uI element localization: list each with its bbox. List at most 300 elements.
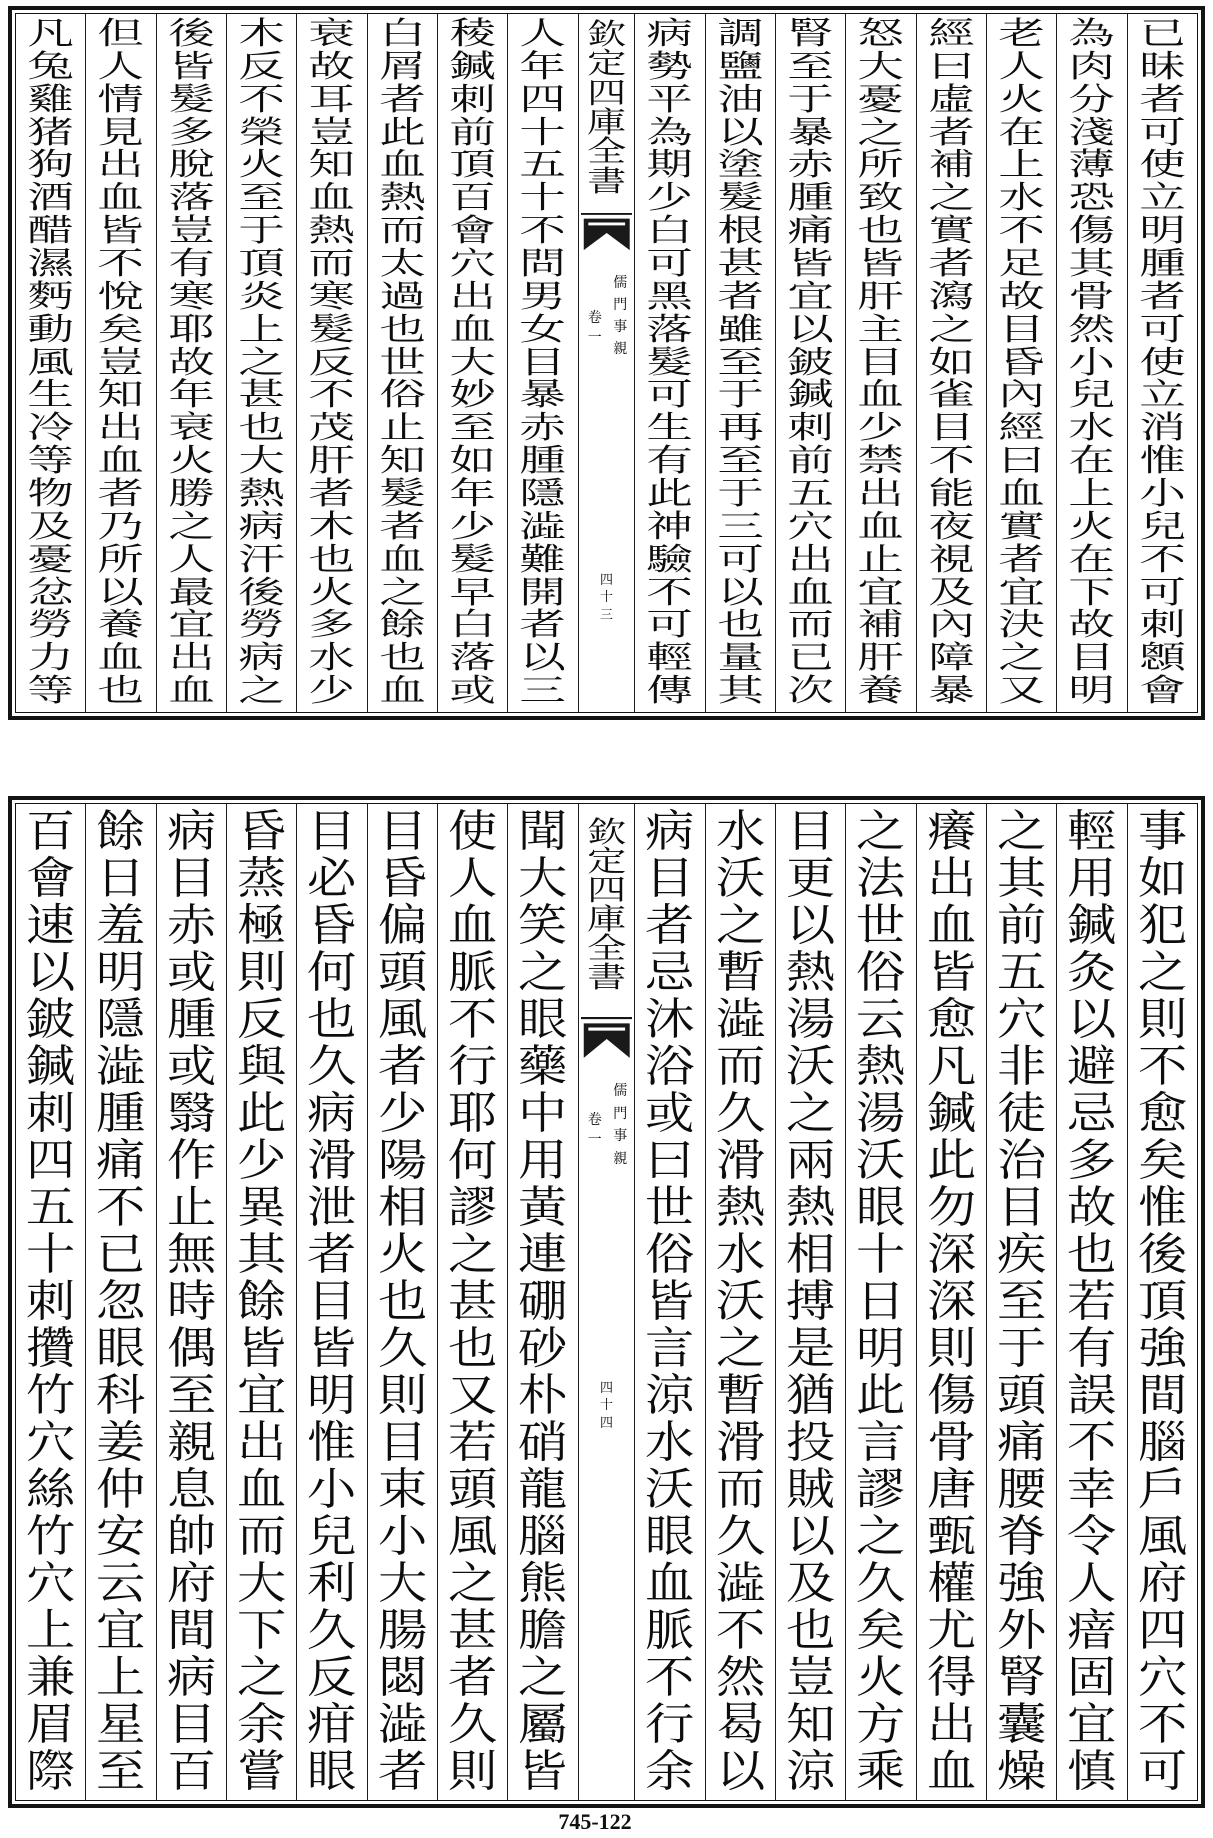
character: 宜 [96, 1605, 146, 1657]
character: 火 [1068, 508, 1116, 545]
character: 定 [586, 46, 627, 81]
character: 小 [1139, 475, 1186, 512]
character: 尤 [926, 1605, 976, 1657]
character: 勢 [646, 48, 694, 85]
character: 髮 [379, 475, 426, 512]
character: 皆 [645, 1275, 695, 1327]
character: 此 [646, 475, 694, 512]
character: 惟 [1139, 443, 1186, 480]
character: 目 [166, 852, 217, 904]
character: 故 [308, 48, 356, 85]
character: 此 [856, 1370, 906, 1422]
text-column [367, 14, 437, 712]
character: 出 [237, 1417, 287, 1469]
character: 反 [307, 1652, 357, 1704]
character: 皆 [857, 245, 905, 282]
character: 鍼 [787, 377, 834, 414]
character: 親 [166, 1417, 217, 1469]
character: 不 [1067, 1417, 1117, 1469]
character: 于 [787, 81, 834, 118]
character: 赤 [519, 410, 567, 447]
character: 怒 [857, 15, 905, 52]
character: 有 [168, 245, 215, 282]
top-page-panel [8, 6, 1205, 720]
character: 多 [1067, 1134, 1117, 1186]
character: 乘 [856, 1746, 906, 1798]
character: 目 [519, 344, 567, 381]
character: 餘 [96, 805, 146, 857]
character: 而 [237, 1511, 287, 1563]
character: 不 [1137, 1699, 1187, 1751]
volume-number [586, 1110, 604, 1150]
character: 次 [787, 673, 834, 710]
character: 目 [166, 1699, 217, 1751]
character: 犯 [1137, 899, 1187, 951]
character: 事 [1137, 805, 1187, 857]
character: 障 [928, 640, 975, 677]
character: 謬 [448, 1181, 498, 1233]
character: 豈 [785, 1652, 836, 1704]
character: 薄 [1068, 147, 1116, 184]
character: 欽 [586, 17, 627, 52]
character: 中 [518, 1087, 568, 1139]
character: 目 [645, 852, 695, 904]
character: 者 [1139, 278, 1186, 315]
character: 水 [645, 1417, 695, 1469]
character: 耶 [168, 311, 215, 348]
character: 鍼 [26, 1040, 76, 1092]
collection-title [579, 815, 634, 994]
character: 太 [379, 245, 426, 282]
character: 內 [998, 377, 1045, 414]
character: 目 [997, 1181, 1047, 1233]
character: 庫 [586, 105, 627, 140]
character: 水 [715, 1228, 765, 1280]
character: 也 [379, 311, 426, 348]
character: 不 [646, 574, 694, 611]
character: 也 [717, 607, 764, 644]
character: 腦 [1137, 1417, 1187, 1469]
character: 之 [238, 673, 285, 710]
character: 利 [307, 1558, 357, 1610]
character: 不 [1139, 541, 1186, 578]
character: 少 [857, 410, 905, 447]
character: 之 [518, 1652, 568, 1704]
character: 不 [928, 443, 975, 480]
character: 愈 [1137, 1087, 1187, 1139]
character: 腫 [519, 443, 567, 480]
character: 衰 [308, 15, 356, 52]
character: 眼 [307, 1746, 357, 1798]
character: 云 [96, 1558, 146, 1610]
character: 十 [600, 590, 614, 606]
character: 五 [787, 475, 834, 512]
character: 猶 [785, 1370, 836, 1422]
character: 泄 [307, 1181, 357, 1233]
character: 上 [1068, 475, 1116, 512]
character: 血 [379, 147, 426, 184]
character: 皆 [237, 1323, 287, 1375]
character: 不 [998, 213, 1045, 250]
character: 肝 [857, 278, 905, 315]
character: 昧 [1139, 48, 1186, 85]
character: 而 [379, 213, 426, 250]
character: 連 [518, 1228, 568, 1280]
character: 目 [307, 1275, 357, 1327]
character: 強 [997, 1558, 1047, 1610]
character: 火 [998, 81, 1045, 118]
character: 傷 [926, 1370, 976, 1422]
character: 分 [1068, 81, 1116, 118]
character: 作 [166, 1134, 217, 1186]
character: 久 [715, 1087, 765, 1139]
character: 若 [1067, 1275, 1117, 1327]
character: 唐 [926, 1464, 976, 1516]
collection-title [579, 17, 634, 198]
character: 血 [857, 377, 905, 414]
character: 至 [96, 1746, 146, 1798]
character: 少 [237, 1134, 287, 1186]
character: 恐 [1068, 180, 1116, 217]
character: 血 [998, 475, 1045, 512]
character: 也 [857, 213, 905, 250]
character: 木 [308, 508, 356, 545]
character: 忌 [1067, 1087, 1117, 1139]
character: 矣 [856, 1605, 906, 1657]
character: 使 [1139, 147, 1186, 184]
character: 暫 [715, 1370, 765, 1422]
character: 至 [449, 410, 497, 447]
character: 故 [1068, 607, 1116, 644]
character: 水 [998, 180, 1045, 217]
character: 赤 [166, 899, 217, 951]
character: 竹 [26, 1370, 76, 1422]
character: 惟 [307, 1417, 357, 1469]
character: 期 [646, 147, 694, 184]
character: 者 [448, 1652, 498, 1704]
character: 瀉 [928, 278, 975, 315]
character: 止 [166, 1181, 217, 1233]
character: 余 [645, 1746, 695, 1798]
character: 脈 [448, 946, 498, 998]
character: 湯 [785, 993, 836, 1045]
character: 更 [785, 852, 836, 904]
character: 明 [1068, 673, 1116, 710]
character: 言 [856, 1417, 906, 1469]
character: 不 [308, 377, 356, 414]
character: 熱 [715, 1181, 765, 1233]
character: 明 [1139, 213, 1186, 250]
character: 親 [613, 341, 628, 357]
character: 五 [519, 147, 567, 184]
character: 止 [857, 541, 905, 578]
character: 血 [379, 541, 426, 578]
character: 內 [928, 607, 975, 644]
character: 昏 [377, 852, 428, 904]
character: 避 [1067, 1040, 1117, 1092]
character: 科 [96, 1370, 146, 1422]
character: 間 [166, 1605, 217, 1657]
character: 之 [856, 1511, 906, 1563]
character: 俗 [856, 946, 906, 998]
character: 書 [586, 960, 627, 994]
character: 大 [238, 443, 285, 480]
character: 髮 [308, 311, 356, 348]
character: 昏 [237, 805, 287, 857]
character: 強 [1137, 1323, 1187, 1375]
character: 雀 [928, 377, 975, 414]
character: 傳 [646, 673, 694, 710]
character: 用 [1067, 852, 1117, 904]
character: 可 [646, 607, 694, 644]
character: 之 [998, 640, 1045, 677]
character: 眼 [96, 1323, 146, 1375]
character: 茂 [308, 410, 356, 447]
character: 反 [237, 993, 287, 1045]
character: 澁 [715, 1558, 765, 1610]
character: 刺 [1139, 607, 1186, 644]
character: 不 [97, 245, 145, 282]
character: 小 [307, 1464, 357, 1516]
character: 明 [856, 1323, 906, 1375]
character: 皆 [97, 213, 145, 250]
character: 俗 [379, 377, 426, 414]
character: 余 [237, 1699, 287, 1751]
character: 忿 [27, 574, 74, 611]
character: 黃 [518, 1181, 568, 1233]
character: 已 [96, 1228, 146, 1280]
character: 及 [928, 574, 975, 611]
character: 火 [377, 1228, 428, 1280]
character: 宜 [787, 278, 834, 315]
character: 至 [238, 180, 285, 217]
character: 久 [715, 1511, 765, 1563]
character: 木 [238, 15, 285, 52]
character: 府 [166, 1558, 217, 1610]
character: 已 [1139, 15, 1186, 52]
character: 大 [237, 1558, 287, 1610]
character: 及 [27, 508, 74, 545]
character: 于 [717, 475, 764, 512]
character: 病 [238, 640, 285, 677]
character: 鍼 [1067, 899, 1117, 951]
character: 日 [96, 852, 146, 904]
character: 以 [787, 311, 834, 348]
text-column [507, 14, 577, 712]
character: 血 [645, 1558, 695, 1610]
character: 者 [519, 607, 567, 644]
character: 髮 [168, 81, 215, 118]
character: 不 [96, 1181, 146, 1233]
character: 然 [715, 1652, 765, 1704]
character: 或 [166, 1040, 217, 1092]
character: 久 [377, 1323, 428, 1375]
character: 前 [997, 899, 1047, 951]
character: 補 [857, 607, 905, 644]
character: 竹 [26, 1511, 76, 1563]
character: 癢 [926, 805, 976, 857]
character: 曰 [928, 48, 975, 85]
character: 等 [27, 443, 74, 480]
character: 以 [785, 1511, 836, 1563]
character: 腎 [997, 1652, 1047, 1704]
character: 熱 [785, 946, 836, 998]
character: 女 [519, 311, 567, 348]
character: 皆 [926, 946, 976, 998]
character: 不 [645, 1652, 695, 1704]
character: 此 [237, 1087, 287, 1139]
character: 立 [1139, 377, 1186, 414]
character: 此 [379, 114, 426, 151]
character: 四 [600, 573, 614, 589]
character: 于 [717, 377, 764, 414]
character: 油 [717, 81, 764, 118]
character: 閟 [377, 1652, 428, 1704]
text-column [845, 804, 915, 1800]
character: 隱 [519, 475, 567, 512]
character: 其 [717, 673, 764, 710]
character: 謬 [856, 1464, 906, 1516]
character: 大 [377, 1558, 428, 1610]
character: 則 [377, 1370, 428, 1422]
character: 四 [519, 81, 567, 118]
character: 間 [1137, 1370, 1187, 1422]
character: 之 [928, 311, 975, 348]
character: 實 [928, 213, 975, 250]
character: 之 [856, 805, 906, 857]
character: 全 [586, 931, 627, 965]
character: 暴 [519, 377, 567, 414]
character: 庫 [586, 902, 627, 936]
character: 四 [586, 75, 627, 110]
text-column [1056, 14, 1126, 712]
character: 頭 [448, 1464, 498, 1516]
character: 隱 [96, 993, 146, 1045]
character: 在 [1068, 443, 1116, 480]
character: 宜 [237, 1370, 287, 1422]
character: 人 [519, 15, 567, 52]
character: 目 [1068, 640, 1116, 677]
character: 如 [928, 344, 975, 381]
character: 脫 [168, 147, 215, 184]
character: 腎 [787, 15, 834, 52]
character: 而 [715, 1040, 765, 1092]
character: 兩 [785, 1134, 836, 1186]
character: 血 [308, 180, 356, 217]
character: 故 [998, 278, 1045, 315]
character: 人 [168, 541, 215, 578]
character: 卷 [587, 310, 602, 326]
character: 以 [1067, 993, 1117, 1045]
character: 故 [1067, 1181, 1117, 1233]
character: 但 [97, 15, 145, 52]
character: 之 [168, 508, 215, 545]
character: 徒 [997, 1087, 1047, 1139]
character: 事 [613, 319, 628, 335]
character: 鍼 [449, 48, 497, 85]
book-title [610, 272, 630, 360]
character: 皆 [787, 245, 834, 282]
character: 肝 [857, 640, 905, 677]
character: 星 [96, 1699, 146, 1751]
character: 血 [926, 899, 976, 951]
character: 則 [1137, 993, 1187, 1045]
character: 則 [237, 946, 287, 998]
character: 涼 [785, 1746, 836, 1798]
character: 也 [448, 1323, 498, 1375]
character: 搏 [785, 1275, 836, 1327]
character: 如 [1137, 852, 1187, 904]
character: 之 [379, 574, 426, 611]
character: 實 [998, 508, 1045, 545]
character: 血 [448, 899, 498, 951]
text-column [916, 14, 986, 712]
character: 反 [308, 344, 356, 381]
character: 書 [586, 163, 627, 198]
character: 落 [646, 311, 694, 348]
character: 視 [928, 541, 975, 578]
character: 五 [997, 946, 1047, 998]
character: 其 [237, 1228, 287, 1280]
character: 硼 [518, 1275, 568, 1327]
character: 痛 [997, 1417, 1047, 1469]
character: 豈 [308, 114, 356, 151]
fish-tail-ornament [581, 212, 632, 254]
character: 浴 [645, 1040, 695, 1092]
text-column [367, 804, 437, 1800]
character: 若 [448, 1417, 498, 1469]
text-column [634, 14, 704, 712]
character: 至 [787, 48, 834, 85]
character: 腫 [1139, 245, 1186, 282]
character: 頂 [1137, 1275, 1187, 1327]
character: 知 [97, 377, 145, 414]
character: 也 [238, 410, 285, 447]
character: 者 [379, 508, 426, 545]
character: 病 [307, 1087, 357, 1139]
character: 鹽 [717, 48, 764, 85]
character: 禁 [857, 443, 905, 480]
character: 落 [168, 180, 215, 217]
character: 惟 [1137, 1181, 1187, 1233]
character: 病 [166, 805, 217, 857]
character: 凡 [926, 1040, 976, 1092]
character: 宜 [168, 607, 215, 644]
character: 出 [168, 640, 215, 677]
text-column [16, 14, 85, 712]
character: 三 [600, 607, 614, 623]
character: 之 [518, 946, 568, 998]
character: 可 [1137, 1746, 1187, 1798]
character: 息 [166, 1464, 217, 1516]
character: 病 [645, 805, 695, 857]
character: 或 [449, 673, 497, 710]
text-column [845, 14, 915, 712]
text-column [85, 804, 155, 1800]
character: 人 [97, 48, 145, 85]
character: 骨 [926, 1417, 976, 1469]
character: 大 [857, 48, 905, 85]
character: 後 [1137, 1228, 1187, 1280]
character: 者 [998, 541, 1045, 578]
character: 生 [27, 377, 74, 414]
character: 多 [168, 114, 215, 151]
character: 可 [1139, 114, 1186, 151]
character: 行 [448, 1040, 498, 1092]
character: 餘 [379, 607, 426, 644]
character: 痛 [96, 1134, 146, 1186]
character: 醋 [27, 213, 74, 250]
